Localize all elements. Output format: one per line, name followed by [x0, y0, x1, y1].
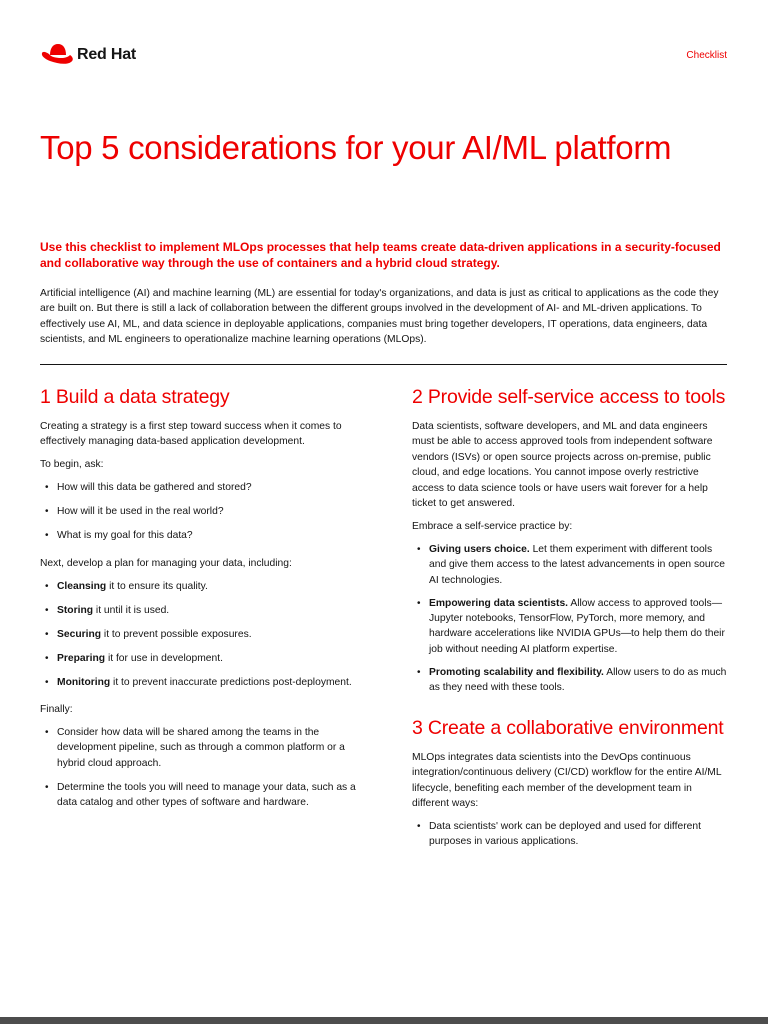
brand-name: Red Hat [77, 46, 137, 63]
item-text: it to ensure its quality. [106, 580, 208, 592]
list-item [40, 627, 360, 642]
item-keyword: Cleansing [57, 580, 107, 592]
item-text: it to prevent inaccurate predictions post-deployment. [110, 676, 352, 688]
section-1-finally: Finally: [40, 703, 73, 715]
right-column [412, 385, 730, 860]
list-item [40, 675, 360, 690]
section-1-paragraph: Creating a strategy is a first step toward success when it comes to effectively managing data-based application development. [40, 421, 342, 448]
document-type-label: Checklist [686, 50, 727, 61]
list-item [412, 542, 730, 588]
list-item: • How will it be used in the real world? [40, 504, 360, 519]
item-text: it to prevent possible exposures. [101, 628, 252, 640]
list-item [40, 651, 360, 666]
list-item: • Determine the tools you will need to manage your data, such as a data catalog and other types of software and hardware. [40, 780, 360, 811]
page-title: Top 5 considerations for your AI/ML platform [40, 129, 672, 166]
red-hat-logo [40, 42, 136, 68]
list-item: • Data scientists' work can be deployed and used for different purposes in various applications. [412, 819, 730, 850]
section-2-paragraph: Data scientists, software developers, and ML and data engineers must be able to access approved tools from independent software vendors (ISVs) or open source projects across on-premise, public cloud, and edge locations. You cannot impose overly restrictive access to data science tools or have users wait forever for a help ticket to get answered. [412, 421, 713, 510]
section-2-heading: 2 Provide self-service access to tools [412, 386, 726, 408]
item-keyword: Monitoring [57, 676, 111, 688]
item-text: it for use in development. [105, 652, 223, 664]
item-text: Allow access to approved tools—Jupyter notebooks, TensorFlow, PyTorch, more memory, and hardware accelerations like NVIDIA GPUs—to help them do their job without needing AI platform expertise. [429, 597, 725, 655]
lead-paragraph: Use this checklist to implement MLOps processes that help teams create data-driven applications in a security-focused and collaborative way through the use of containers and a hybrid cloud strategy. [40, 240, 721, 270]
question-list [40, 480, 360, 543]
intro-paragraph: Artificial intelligence (AI) and machine learning (ML) are essential for today's organizations, and data is just as critical to applications as the code they are built on. But there is still a lack of collaboration between the different groups involved in the development of AI- and ML-driven applications. To effectively use AI, ML, and data science in deployable applications, companies must bring together developers, IT operations, data engineers, data scientists, and ML engineers to operationalize machine learning operations (MLOps). [40, 288, 719, 346]
item-text: Allow users to do as much as they need with these tools. [429, 666, 727, 694]
list-item [412, 596, 730, 658]
left-column [40, 385, 360, 822]
item-keyword: Empowering data scientists. [429, 597, 569, 609]
item-keyword: Promoting scalability and flexibility. [429, 666, 604, 678]
self-service-list [412, 542, 730, 696]
section-1-prompt: To begin, ask: [40, 459, 104, 471]
list-item [412, 665, 730, 696]
section-divider [40, 364, 727, 365]
section-1-plan-intro: Next, develop a plan for managing your data, including: [40, 557, 292, 569]
item-keyword: Giving users choice. [429, 543, 530, 555]
collaboration-list [412, 819, 730, 850]
list-item: • What is my goal for this data? [40, 528, 360, 543]
list-item [40, 579, 360, 594]
item-keyword: Storing [57, 604, 94, 616]
section-1-heading: 1 Build a data strategy [40, 386, 230, 408]
item-text: it until it is used. [93, 604, 170, 616]
item-keyword: Securing [57, 628, 102, 640]
finally-list [40, 725, 360, 811]
list-item: • Consider how data will be shared among the teams in the development pipeline, such as through a common platform or a hybrid cloud approach. [40, 725, 360, 771]
item-text: Let them experiment with different tools and give them access to the latest advancements in open source AI technologies. [429, 543, 725, 586]
list-item: • How will this data be gathered and stored? [40, 480, 360, 495]
plan-list [40, 579, 360, 690]
page-bottom-bar [0, 1017, 768, 1024]
list-item [40, 603, 360, 618]
section-3-paragraph: MLOps integrates data scientists into the DevOps continuous integration/continuous delivery (CI/CD) workflow for the entire AI/ML lifecycle, benefiting each member of the development team in different ways: [412, 751, 722, 809]
red-hat-fedora-icon [40, 42, 74, 68]
item-keyword: Preparing [57, 652, 106, 664]
section-2-prompt: Embrace a self-service practice by: [412, 520, 573, 532]
section-3-heading: 3 Create a collaborative environment [412, 716, 724, 739]
